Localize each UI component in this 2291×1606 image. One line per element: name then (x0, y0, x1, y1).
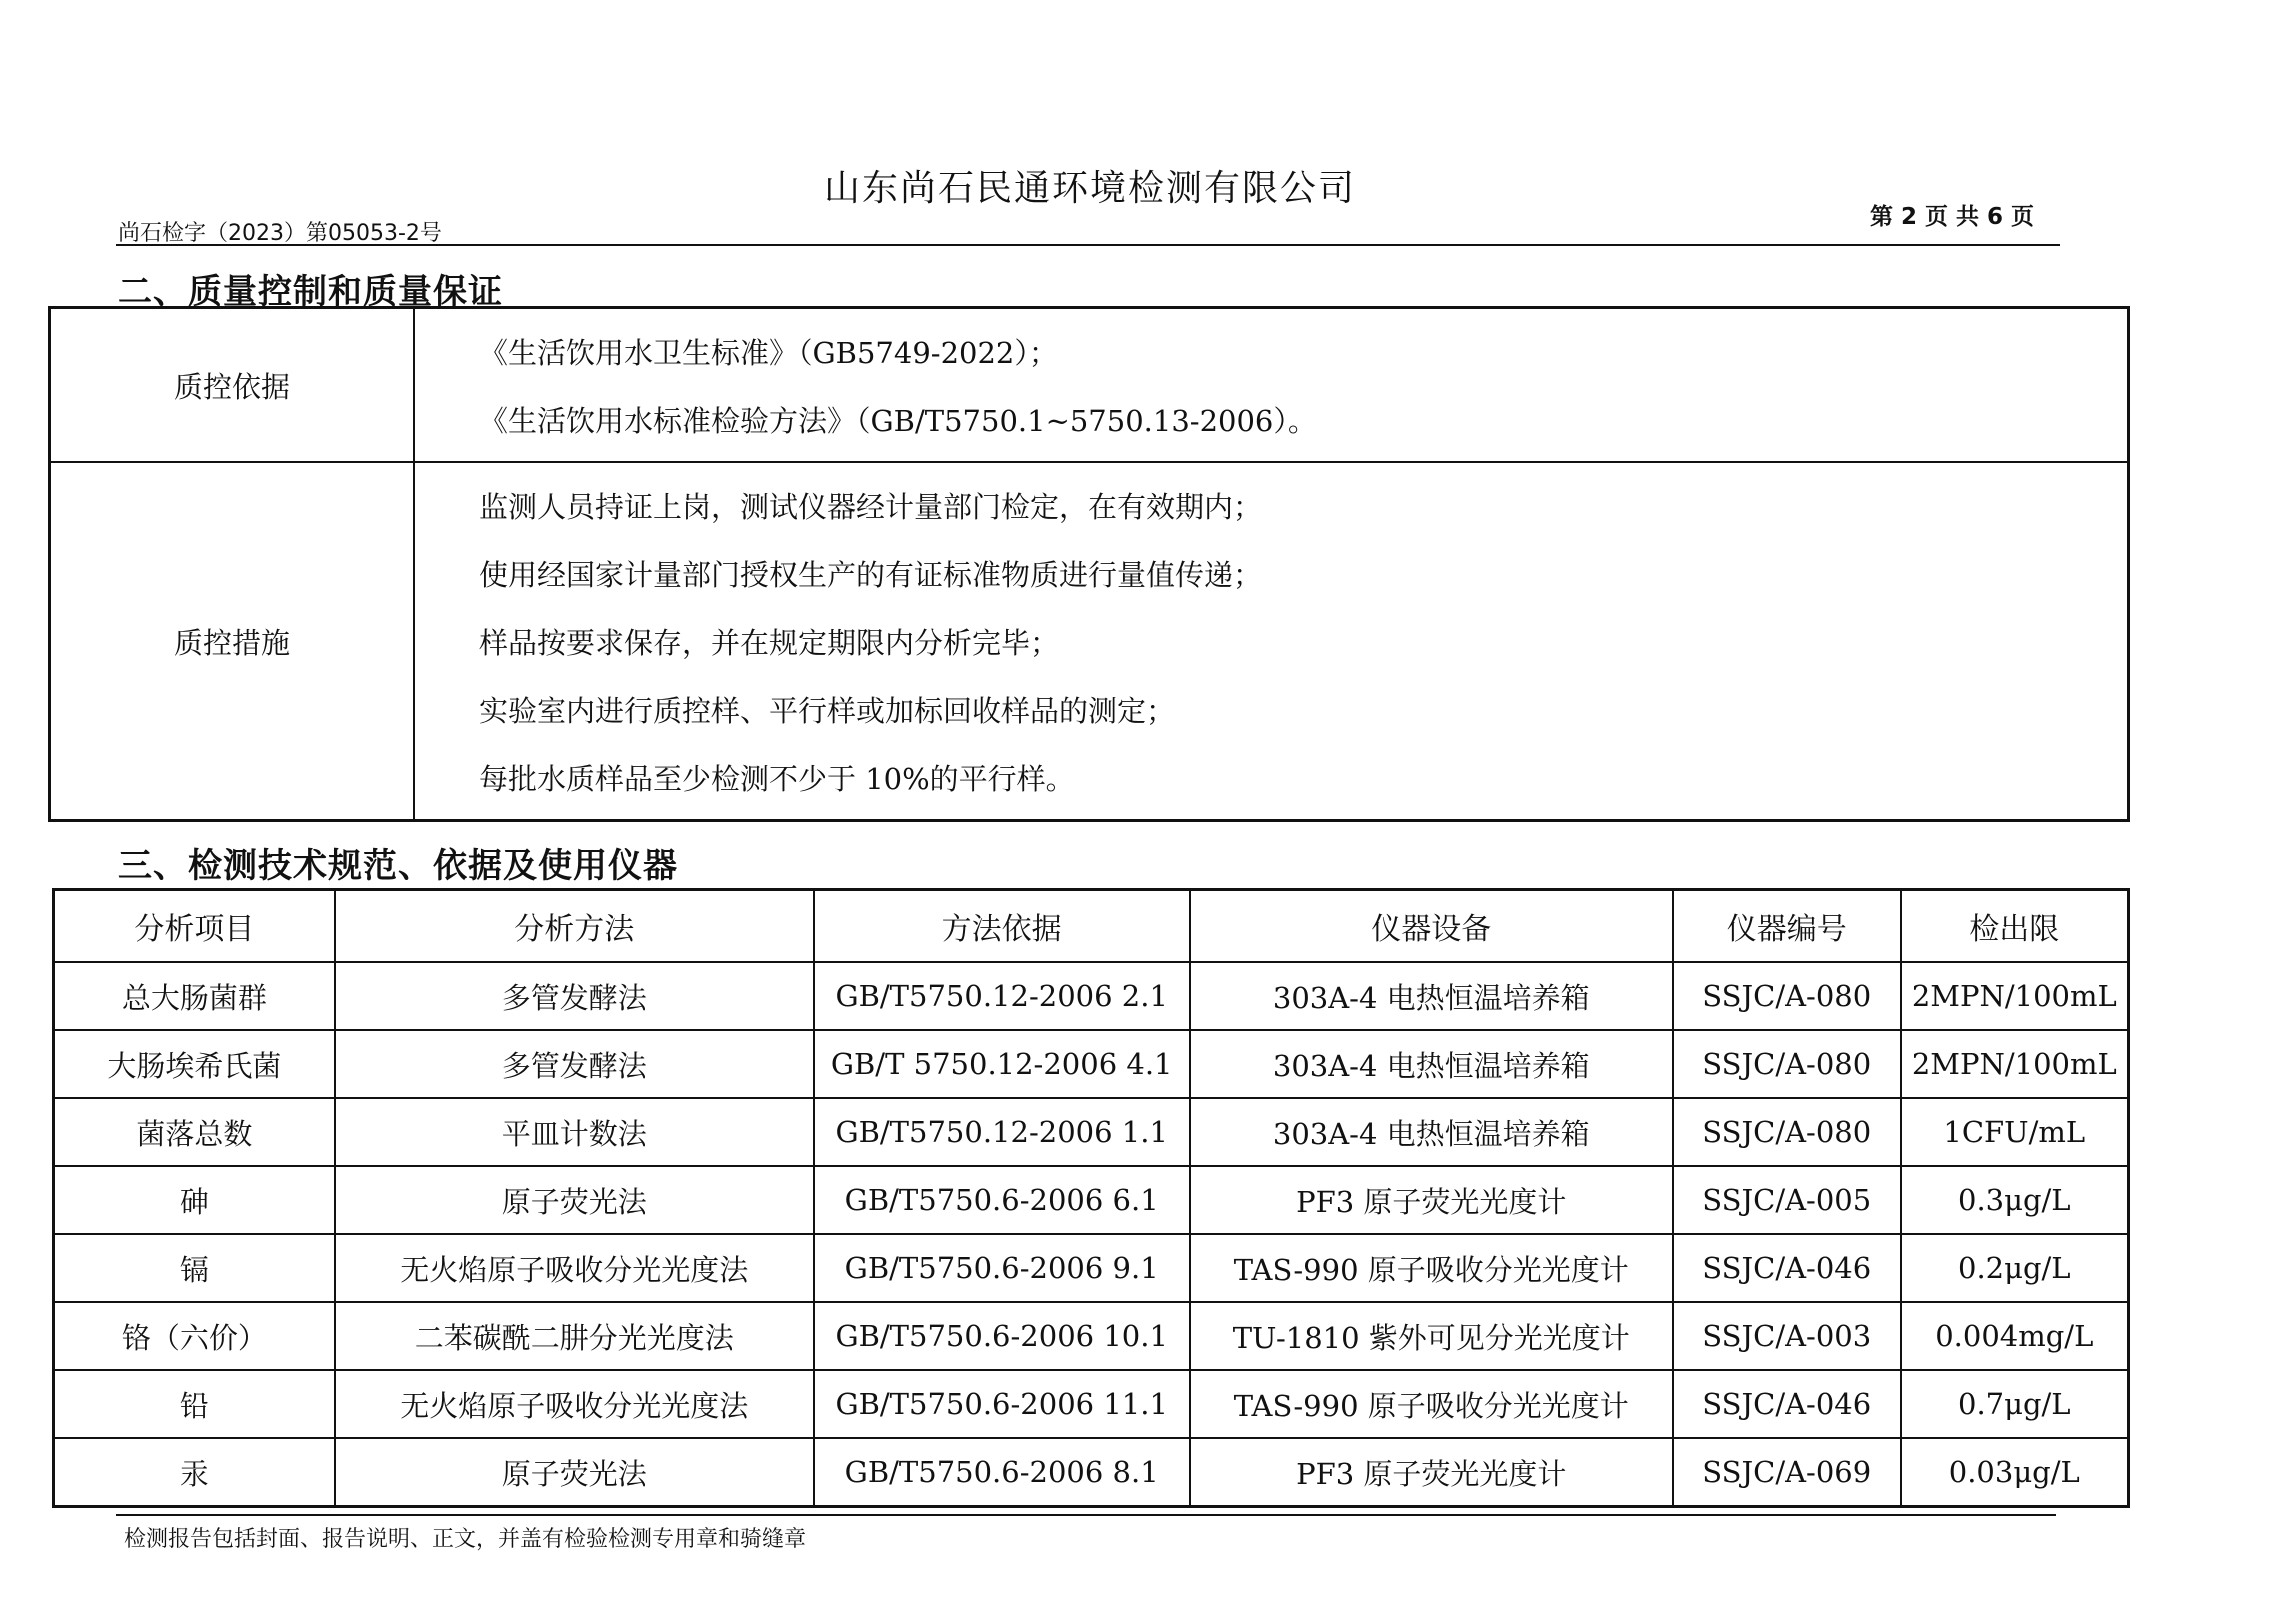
analysis-method: 多管发酵法 (335, 1030, 814, 1098)
qc-measure-line: 使用经国家计量部门授权生产的有证标准物质进行量值传递； (479, 558, 1263, 592)
column-header: 检出限 (1901, 890, 2129, 963)
method-basis: GB/T5750.12-2006 2.1 (814, 962, 1190, 1030)
table-row (54, 1370, 2129, 1438)
table-row (54, 962, 2129, 1030)
instrument-id: SSJC/A-046 (1673, 1370, 1901, 1438)
instrument: TU-1810 紫外可见分光光度计 (1190, 1302, 1673, 1370)
column-header: 仪器编号 (1673, 890, 1901, 963)
detection-limit: 2MPN/100mL (1901, 962, 2129, 1030)
instrument-id: SSJC/A-080 (1673, 1098, 1901, 1166)
footer-divider (116, 1514, 2056, 1516)
table-header-row (54, 890, 2129, 963)
table-row (54, 1302, 2129, 1370)
column-header: 方法依据 (814, 890, 1190, 963)
instrument-id: SSJC/A-080 (1673, 1030, 1901, 1098)
qc-measure-line: 样品按要求保存，并在规定期限内分析完毕； (479, 626, 1060, 660)
table-row (54, 1098, 2129, 1166)
analysis-method: 原子荧光法 (335, 1166, 814, 1234)
methods-section-title: 三、检测技术规范、依据及使用仪器 (118, 846, 678, 886)
analysis-item: 总大肠菌群 (54, 962, 335, 1030)
analysis-method: 二苯碳酰二肼分光光度法 (335, 1302, 814, 1370)
analysis-item: 铬（六价） (54, 1302, 335, 1370)
qc-measure-line: 每批水质样品至少检测不少于 10%的平行样。 (479, 762, 1075, 796)
qc-measures-content (414, 462, 2129, 821)
qc-row-measures (50, 462, 2129, 821)
company-name: 山东尚石民通环境检测有限公司 (823, 168, 1356, 209)
method-basis: GB/T 5750.12-2006 4.1 (814, 1030, 1190, 1098)
method-basis: GB/T5750.6-2006 9.1 (814, 1234, 1190, 1302)
column-header: 分析项目 (54, 890, 335, 963)
analysis-item: 铅 (54, 1370, 335, 1438)
analysis-method: 原子荧光法 (335, 1438, 814, 1507)
qc-basis-line: 《生活饮用水卫生标准》（GB5749-2022）； (479, 336, 1058, 370)
qc-measure-line: 监测人员持证上岗，测试仪器经计量部门检定，在有效期内； (479, 490, 1263, 524)
method-basis: GB/T5750.6-2006 11.1 (814, 1370, 1190, 1438)
instrument-id: SSJC/A-005 (1673, 1166, 1901, 1234)
instrument: 303A-4 电热恒温培养箱 (1190, 1030, 1673, 1098)
analysis-method: 平皿计数法 (335, 1098, 814, 1166)
detection-limit: 0.2μg/L (1901, 1234, 2129, 1302)
instrument: PF3 原子荧光光度计 (1190, 1166, 1673, 1234)
report-number: 尚石检字（2023）第05053-2号 (118, 221, 442, 246)
analysis-item: 大肠埃希氏菌 (54, 1030, 335, 1098)
qc-row-basis (50, 308, 2129, 463)
instrument-id: SSJC/A-069 (1673, 1438, 1901, 1507)
method-basis: GB/T5750.6-2006 8.1 (814, 1438, 1190, 1507)
qc-basis-label: 质控依据 (50, 308, 415, 463)
detection-limit: 2MPN/100mL (1901, 1030, 2129, 1098)
table-row (54, 1166, 2129, 1234)
instrument: 303A-4 电热恒温培养箱 (1190, 1098, 1673, 1166)
method-basis: GB/T5750.6-2006 6.1 (814, 1166, 1190, 1234)
qc-basis-line: 《生活饮用水标准检验方法》（GB/T5750.1~5750.13-2006）。 (479, 404, 1317, 438)
table-row (54, 1234, 2129, 1302)
analysis-method: 多管发酵法 (335, 962, 814, 1030)
method-basis: GB/T5750.12-2006 1.1 (814, 1098, 1190, 1166)
instrument: TAS-990 原子吸收分光光度计 (1190, 1370, 1673, 1438)
detection-limit: 0.3μg/L (1901, 1166, 2129, 1234)
qc-measure-line: 实验室内进行质控样、平行样或加标回收样品的测定； (479, 694, 1176, 728)
analysis-method: 无火焰原子吸收分光光度法 (335, 1370, 814, 1438)
detection-limit: 0.7μg/L (1901, 1370, 2129, 1438)
instrument: TAS-990 原子吸收分光光度计 (1190, 1234, 1673, 1302)
instrument: PF3 原子荧光光度计 (1190, 1438, 1673, 1507)
analysis-item: 菌落总数 (54, 1098, 335, 1166)
instrument-id: SSJC/A-046 (1673, 1234, 1901, 1302)
footer-note: 检测报告包括封面、报告说明、正文，并盖有检验检测专用章和骑缝章 (124, 1527, 807, 1552)
method-basis: GB/T5750.6-2006 10.1 (814, 1302, 1190, 1370)
table-row (54, 1030, 2129, 1098)
instrument-id: SSJC/A-003 (1673, 1302, 1901, 1370)
qc-basis-content (414, 308, 2129, 463)
page-number: 第 2 页 共 6 页 (1870, 204, 2035, 230)
analysis-item: 汞 (54, 1438, 335, 1507)
analysis-item: 砷 (54, 1166, 335, 1234)
column-header: 分析方法 (335, 890, 814, 963)
methods-table (52, 888, 2130, 1508)
column-header: 仪器设备 (1190, 890, 1673, 963)
detection-limit: 1CFU/mL (1901, 1098, 2129, 1166)
table-row (54, 1438, 2129, 1507)
detection-limit: 0.004mg/L (1901, 1302, 2129, 1370)
instrument-id: SSJC/A-080 (1673, 962, 1901, 1030)
detection-limit: 0.03μg/L (1901, 1438, 2129, 1507)
analysis-item: 镉 (54, 1234, 335, 1302)
quality-control-table (48, 306, 2130, 822)
qc-measures-label: 质控措施 (50, 462, 415, 821)
header-divider (116, 244, 2060, 246)
quality-section-title: 二、质量控制和质量保证 (118, 272, 503, 312)
analysis-method: 无火焰原子吸收分光光度法 (335, 1234, 814, 1302)
instrument: 303A-4 电热恒温培养箱 (1190, 962, 1673, 1030)
